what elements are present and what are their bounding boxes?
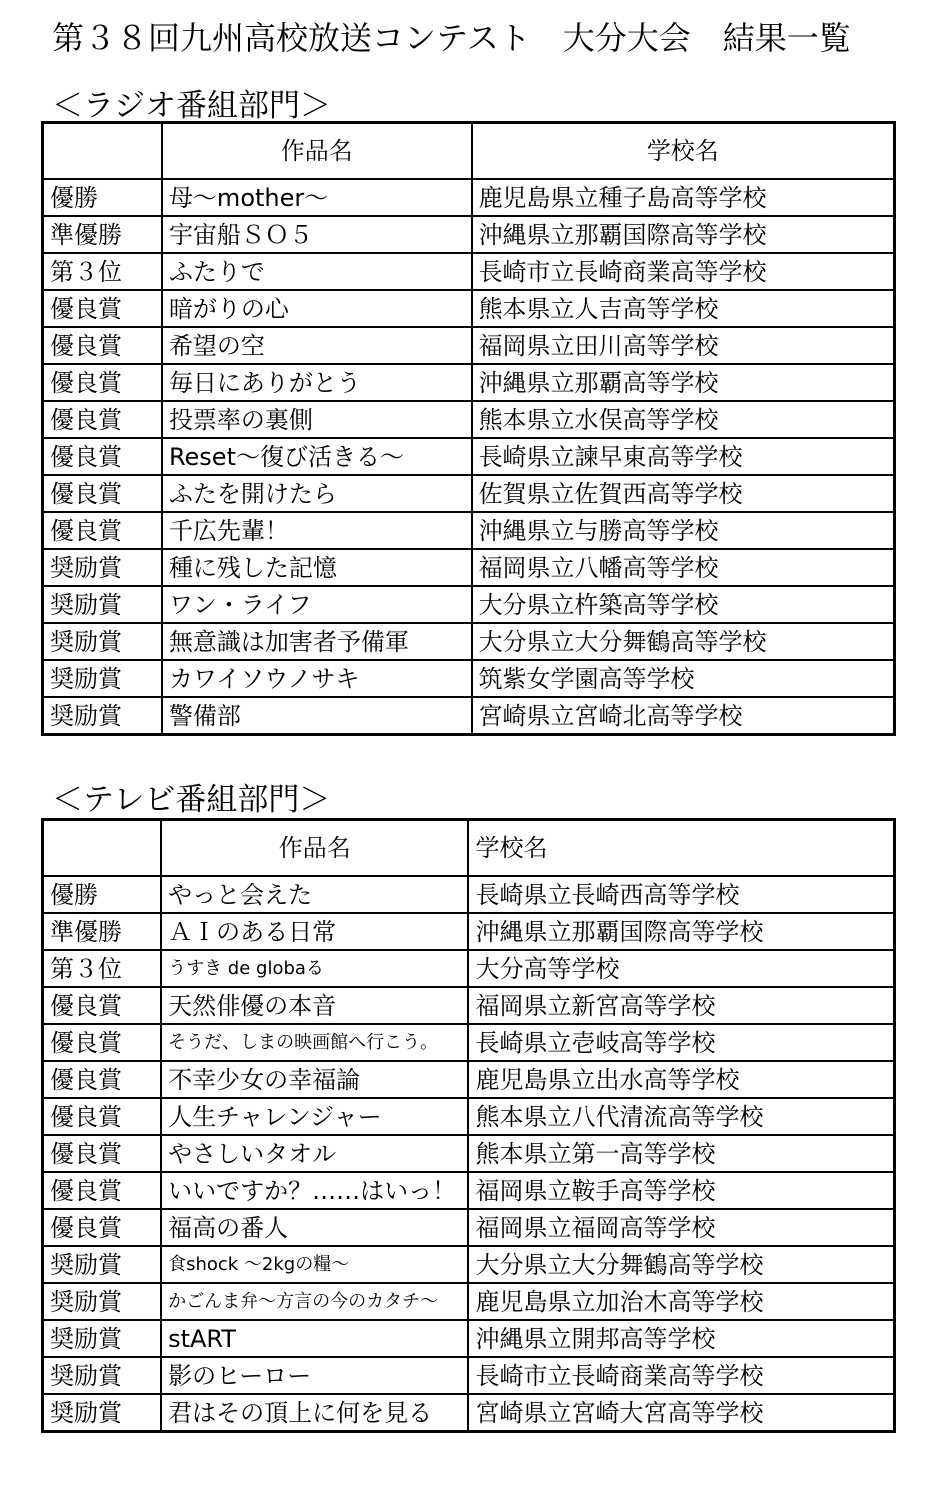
table-row [43, 327, 895, 364]
award-cell: 奨励賞 [43, 586, 162, 623]
tv-header-cell: 学校名 [468, 820, 894, 877]
school-name-cell: 長崎市立長崎商業高等学校 [468, 1357, 894, 1394]
school-name-cell: 沖縄県立那覇国際高等学校 [472, 216, 895, 253]
school-name-cell: 筑紫女学園高等学校 [472, 660, 895, 697]
tv-section-heading: ＜テレビ番組部門＞ [52, 782, 331, 818]
table-row [43, 549, 895, 586]
work-title-cell: Reset～復び活きる～ [162, 438, 472, 475]
school-name-cell: 大分高等学校 [468, 950, 894, 987]
work-title-cell: ＡＩのある日常 [161, 913, 468, 950]
award-cell: 優良賞 [43, 1209, 162, 1246]
table-row [43, 1320, 895, 1357]
school-name-cell: 沖縄県立那覇高等学校 [472, 364, 895, 401]
table-row [43, 1209, 895, 1246]
award-cell: 奨励賞 [43, 1394, 162, 1432]
table-row [43, 1061, 895, 1098]
award-cell: 優良賞 [43, 438, 162, 475]
table-row [43, 586, 895, 623]
table-row [43, 1283, 895, 1320]
award-cell: 優良賞 [43, 290, 162, 327]
award-cell: 優良賞 [43, 1098, 162, 1135]
school-name-cell: 沖縄県立与勝高等学校 [472, 512, 895, 549]
table-row [43, 290, 895, 327]
award-cell: 準優勝 [43, 216, 162, 253]
school-name-cell: 長崎県立壱岐高等学校 [468, 1024, 894, 1061]
work-title-cell: 食shock ～2kgの糧～ [161, 1246, 468, 1283]
school-name-cell: 沖縄県立那覇国際高等学校 [468, 913, 894, 950]
work-title-cell: 不幸少女の幸福論 [161, 1061, 468, 1098]
school-name-cell: 福岡県立福岡高等学校 [468, 1209, 894, 1246]
award-cell: 奨励賞 [43, 1283, 162, 1320]
table-row [43, 697, 895, 735]
work-title-cell: ワン・ライフ [162, 586, 472, 623]
work-title-cell: 警備部 [162, 697, 472, 735]
award-cell: 準優勝 [43, 913, 162, 950]
award-cell: 優良賞 [43, 364, 162, 401]
school-name-cell: 大分県立杵築高等学校 [472, 586, 895, 623]
table-row [43, 623, 895, 660]
work-title-cell: 千広先輩！ [162, 512, 472, 549]
table-row [43, 913, 895, 950]
school-name-cell: 長崎市立長崎商業高等学校 [472, 253, 895, 290]
school-name-cell: 宮崎県立宮崎北高等学校 [472, 697, 895, 735]
work-title-cell: 投票率の裏側 [162, 401, 472, 438]
school-name-cell: 沖縄県立開邦高等学校 [468, 1320, 894, 1357]
work-title-cell: やっと会えた [161, 876, 468, 913]
radio-header-row [43, 123, 895, 180]
radio-header-cell: 作品名 [162, 123, 472, 180]
table-row [43, 179, 895, 216]
work-title-cell: ふたりで [162, 253, 472, 290]
table-row [43, 1357, 895, 1394]
tv-header-cell [43, 820, 162, 877]
work-title-cell: そうだ、しまの映画館へ行こう。 [161, 1024, 468, 1061]
work-title-cell: かごんま弁～方言の今のカタチ～ [161, 1283, 468, 1320]
school-name-cell: 熊本県立人吉高等学校 [472, 290, 895, 327]
radio-section-heading: ＜ラジオ番組部門＞ [52, 88, 331, 124]
school-name-cell: 福岡県立新宮高等学校 [468, 987, 894, 1024]
table-row [43, 1246, 895, 1283]
work-title-cell: 母～mother～ [162, 179, 472, 216]
school-name-cell: 大分県立大分舞鶴高等学校 [468, 1246, 894, 1283]
school-name-cell: 福岡県立八幡高等学校 [472, 549, 895, 586]
school-name-cell: 鹿児島県立種子島高等学校 [472, 179, 895, 216]
work-title-cell: 暗がりの心 [162, 290, 472, 327]
work-title-cell: いいですか？……はいっ！ [161, 1172, 468, 1209]
school-name-cell: 熊本県立八代清流高等学校 [468, 1098, 894, 1135]
work-title-cell: 君はその頂上に何を見る [161, 1394, 468, 1432]
table-row [43, 987, 895, 1024]
radio-header-cell: 学校名 [472, 123, 895, 180]
work-title-cell: 毎日にありがとう [162, 364, 472, 401]
work-title-cell: ふたを開けたら [162, 475, 472, 512]
school-name-cell: 福岡県立田川高等学校 [472, 327, 895, 364]
award-cell: 優良賞 [43, 1061, 162, 1098]
award-cell: 優良賞 [43, 987, 162, 1024]
award-cell: 優勝 [43, 179, 162, 216]
award-cell: 奨励賞 [43, 1246, 162, 1283]
work-title-cell: 希望の空 [162, 327, 472, 364]
award-cell: 優良賞 [43, 512, 162, 549]
award-cell: 優良賞 [43, 475, 162, 512]
work-title-cell: 影のヒーロー [161, 1357, 468, 1394]
table-row [43, 253, 895, 290]
school-name-cell: 熊本県立水俣高等学校 [472, 401, 895, 438]
award-cell: 優良賞 [43, 1172, 162, 1209]
table-row [43, 364, 895, 401]
award-cell: 第３位 [43, 253, 162, 290]
award-cell: 奨励賞 [43, 660, 162, 697]
school-name-cell: 大分県立大分舞鶴高等学校 [472, 623, 895, 660]
tv-header-row [43, 820, 895, 877]
award-cell: 奨励賞 [43, 697, 162, 735]
award-cell: 優良賞 [43, 1024, 162, 1061]
table-row [43, 401, 895, 438]
tv-header-cell: 作品名 [161, 820, 468, 877]
table-row [43, 1135, 895, 1172]
tv-results-table [41, 818, 896, 1433]
school-name-cell: 長崎県立長崎西高等学校 [468, 876, 894, 913]
page-title: 第３８回九州高校放送コンテスト 大分大会 結果一覧 [52, 19, 851, 57]
work-title-cell: 種に残した記憶 [162, 549, 472, 586]
table-row [43, 438, 895, 475]
award-cell: 優勝 [43, 876, 162, 913]
school-name-cell: 長崎県立諫早東高等学校 [472, 438, 895, 475]
work-title-cell: カワイソウノサキ [162, 660, 472, 697]
table-row [43, 1024, 895, 1061]
table-row [43, 876, 895, 913]
award-cell: 第３位 [43, 950, 162, 987]
work-title-cell: 無意識は加害者予備軍 [162, 623, 472, 660]
radio-header-cell [43, 123, 162, 180]
award-cell: 優良賞 [43, 1135, 162, 1172]
work-title-cell: うすき de globaる [161, 950, 468, 987]
award-cell: 奨励賞 [43, 623, 162, 660]
table-row [43, 1172, 895, 1209]
work-title-cell: 人生チャレンジャー [161, 1098, 468, 1135]
school-name-cell: 鹿児島県立加治木高等学校 [468, 1283, 894, 1320]
award-cell: 奨励賞 [43, 1320, 162, 1357]
school-name-cell: 福岡県立鞍手高等学校 [468, 1172, 894, 1209]
school-name-cell: 佐賀県立佐賀西高等学校 [472, 475, 895, 512]
work-title-cell: やさしいタオル [161, 1135, 468, 1172]
award-cell: 優良賞 [43, 401, 162, 438]
work-title-cell: 福高の番人 [161, 1209, 468, 1246]
table-row [43, 1394, 895, 1432]
table-row [43, 660, 895, 697]
award-cell: 優良賞 [43, 327, 162, 364]
award-cell: 奨励賞 [43, 549, 162, 586]
table-row [43, 475, 895, 512]
radio-results-table [41, 121, 896, 736]
table-row [43, 1098, 895, 1135]
school-name-cell: 鹿児島県立出水高等学校 [468, 1061, 894, 1098]
table-row [43, 216, 895, 253]
table-row [43, 950, 895, 987]
table-row [43, 512, 895, 549]
school-name-cell: 熊本県立第一高等学校 [468, 1135, 894, 1172]
award-cell: 奨励賞 [43, 1357, 162, 1394]
school-name-cell: 宮崎県立宮崎大宮高等学校 [468, 1394, 894, 1432]
work-title-cell: 宇宙船ＳＯ５ [162, 216, 472, 253]
work-title-cell: 天然俳優の本音 [161, 987, 468, 1024]
work-title-cell: stART [161, 1320, 468, 1357]
